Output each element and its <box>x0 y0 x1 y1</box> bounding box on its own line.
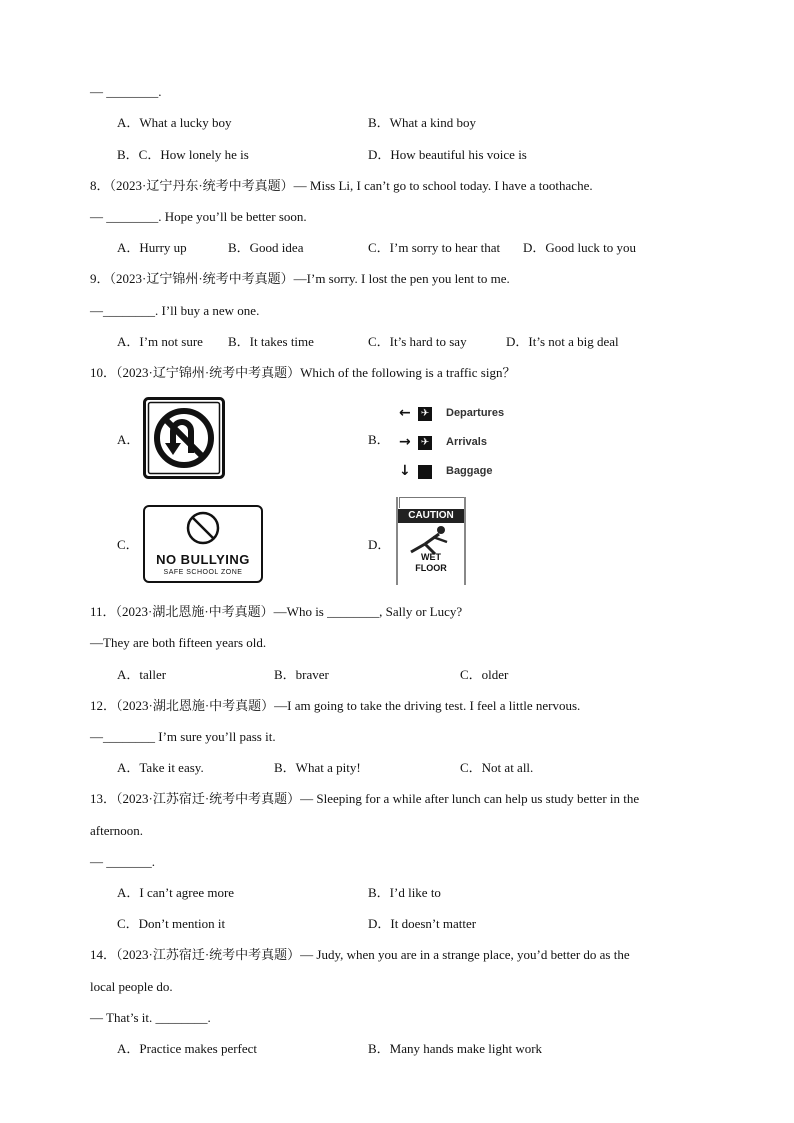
baggage-text: Baggage <box>446 465 493 477</box>
question-14-reply: — That’s it. ________. <box>90 1010 211 1025</box>
q9-option-a: A．I’m not sure <box>117 334 203 349</box>
arrow-right-icon: → <box>399 434 411 450</box>
q11-option-c: C．older <box>460 667 509 682</box>
question-14-stem-cont: local people do. <box>90 979 173 994</box>
plane-takeoff-icon: ✈ <box>418 407 432 421</box>
question-12-stem: 12．（2023·湖北恩施·中考真题）—I am going to take the driving test. I feel a little nervous. <box>90 698 581 713</box>
option-d: D．How beautiful his voice is <box>368 147 527 162</box>
question-8-stem: 8．（2023·辽宁丹东·统考中考真题）— Miss Li, I can’t go to school today. I have a toothache. <box>90 178 593 193</box>
question-14-stem: 14．（2023·江苏宿迁·统考中考真题）— Judy, when you are in a strange place, you’d better do as the <box>90 947 630 962</box>
q14-option-b: B．Many hands make light work <box>368 1041 543 1056</box>
airport-directions-sign <box>396 401 526 485</box>
q9-option-b: B．It takes time <box>228 334 314 349</box>
floor-text: FLOOR <box>415 563 447 573</box>
wet-text: WET <box>421 552 441 562</box>
wet-floor-caution-sign <box>395 497 467 585</box>
arrivals-text: Arrivals <box>446 436 487 448</box>
q11-option-b: B．braver <box>274 667 329 682</box>
question-12-reply: —________ I’m sure you’ll pass it. <box>90 729 276 744</box>
no-u-turn-sign <box>143 397 225 483</box>
q10-label-c: C． <box>117 537 139 552</box>
answer-blank-line: — ________. <box>90 84 162 99</box>
q10-label-a: A． <box>117 432 140 447</box>
plane-landing-icon: ✈ <box>418 436 432 450</box>
q12-option-c: C．Not at all. <box>460 760 534 775</box>
q13-option-a: A．I can’t agree more <box>117 885 235 900</box>
question-10-stem: 10．（2023·辽宁锦州·统考中考真题）Which of the following is a traffic sign？ <box>90 365 516 380</box>
question-13-stem: 13．（2023·江苏宿迁·统考中考真题）— Sleeping for a while after lunch can help us study better in the <box>90 791 640 806</box>
option-a: A．What a lucky boy <box>117 115 232 130</box>
departures-row <box>396 405 526 423</box>
q8-option-b: B．Good idea <box>228 240 304 255</box>
option-c: B．C．How lonely he is <box>117 147 249 162</box>
no-bullying-circle-icon <box>183 510 223 546</box>
caution-banner: CAUTION <box>397 509 465 523</box>
q8-option-c: C．I’m sorry to hear that <box>368 240 501 255</box>
sign-leg-left <box>396 497 398 585</box>
q11-option-a: A．taller <box>117 667 167 682</box>
q9-option-d: D．It’s not a big deal <box>506 334 619 349</box>
arrow-left-icon: ← <box>399 405 411 421</box>
q12-option-b: B．What a pity! <box>274 760 361 775</box>
q14-option-a: A．Practice makes perfect <box>117 1041 258 1056</box>
q13-option-c: C．Don’t mention it <box>117 916 226 931</box>
q13-option-d: D．It doesn’t matter <box>368 916 477 931</box>
q8-option-a: A．Hurry up <box>117 240 187 255</box>
question-9-reply: —________. I’ll buy a new one. <box>90 303 260 318</box>
sign-leg-right <box>464 497 466 585</box>
question-9-stem: 9．（2023·辽宁锦州·统考中考真题）—I’m sorry. I lost the pen you lent to me. <box>90 271 510 286</box>
no-u-turn-icon <box>143 397 225 479</box>
arrow-down-icon: ↓ <box>399 463 411 479</box>
question-13-reply: — _______. <box>90 854 155 869</box>
safe-school-zone-text: SAFE SCHOOL ZONE <box>163 569 243 576</box>
question-11-reply: —They are both fifteen years old. <box>90 635 267 650</box>
arrivals-row <box>396 434 526 452</box>
q9-option-c: C．It’s hard to say <box>368 334 467 349</box>
q10-label-d: D． <box>368 537 391 552</box>
no-bullying-sign <box>143 505 263 583</box>
question-13-stem-cont: afternoon. <box>90 823 144 838</box>
question-8-reply: — ________. Hope you’ll be better soon. <box>90 209 307 224</box>
departures-text: Departures <box>446 407 505 419</box>
option-b: B．What a kind boy <box>368 115 476 130</box>
question-11-stem: 11．（2023·湖北恩施·中考真题）—Who is ________, Sally or Lucy? <box>90 604 463 619</box>
sign-frame-top <box>399 497 465 508</box>
q12-option-a: A．Take it easy. <box>117 760 204 775</box>
no-bullying-text: NO BULLYING <box>156 552 250 567</box>
q13-option-b: B．I’d like to <box>368 885 441 900</box>
q8-option-d: D．Good luck to you <box>523 240 637 255</box>
baggage-icon <box>418 465 432 479</box>
baggage-row <box>396 463 526 481</box>
q10-label-b: B． <box>368 432 390 447</box>
